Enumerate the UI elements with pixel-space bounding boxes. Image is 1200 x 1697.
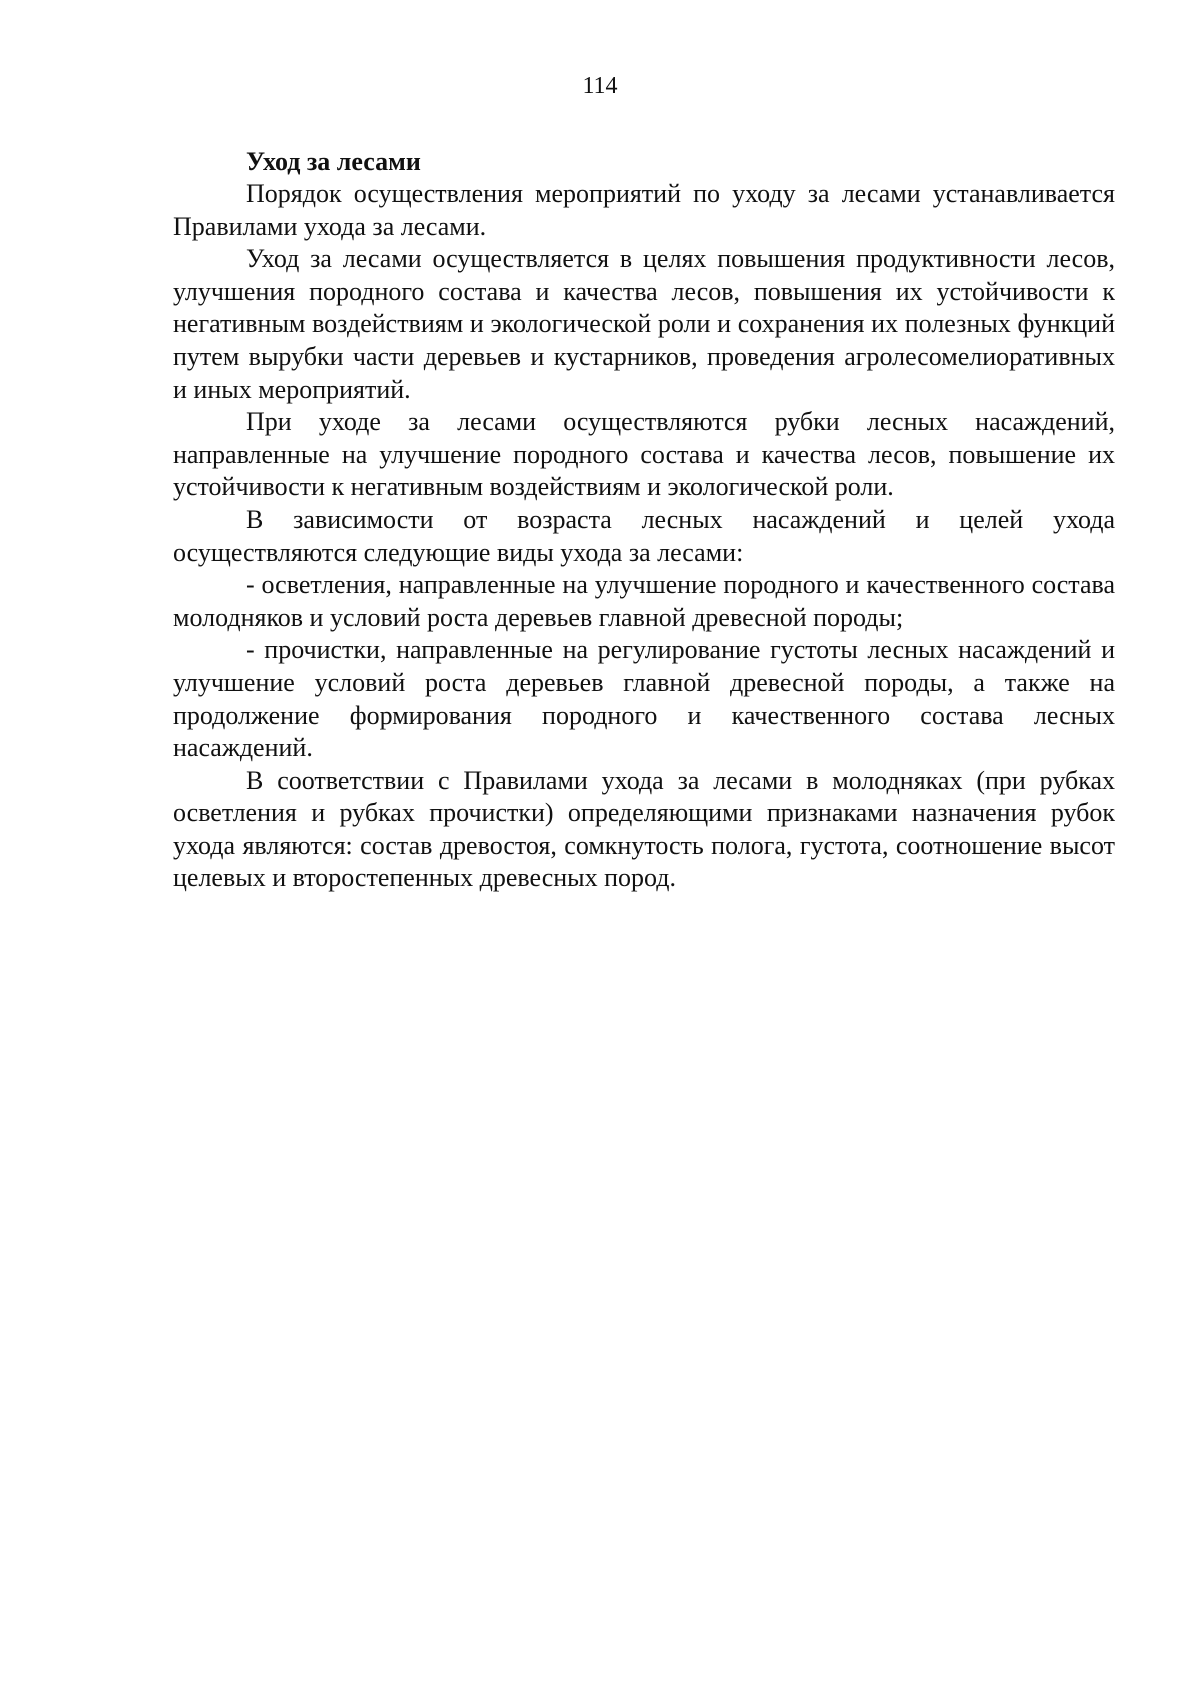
paragraph-criteria: В соответствии с Правилами ухода за лесами в молодняках (при рубках осветления и рубках прочистки) определяющими признаками назначения рубок ухода являются: состав древостоя, сомкнутость полога, густота, соотношение высот целевых и второстепенных древесных пород. xyxy=(173,765,1115,893)
list-item-thinning: - прочистки, направленные на регулирование густоты лесных насаждений и улучшение условий роста деревьев главной древесной породы, а также на продолжение формирования породного и качественного состава лесных насаждений. xyxy=(173,635,1115,763)
paragraph-cuttings: При уходе за лесами осуществляются рубки лесных насаждений, направленные на улучшение породного состава и качества лесов, повышение их устойчивости к негативным воздействиям и экологической роли. xyxy=(173,407,1115,502)
page-number: 114 xyxy=(582,73,618,99)
paragraph-procedure: Порядок осуществления мероприятий по уходу за лесами устанавливается Правилами ухода за лесами. xyxy=(173,179,1115,241)
document-body xyxy=(173,146,1115,895)
paragraph-purpose: Уход за лесами осуществляется в целях повышения продуктивности лесов, улучшения породного состава и качества лесов, повышения их устойчивости к негативным воздействиям и экологической роли и сохранения их полезных функций путем вырубки части деревьев и кустарников, проведения агролесомелиоративных и иных мероприятий. xyxy=(173,244,1115,404)
paragraph-types-intro: В зависимости от возраста лесных насаждений и целей ухода осуществляются следующие виды ухода за лесами: xyxy=(173,504,1115,567)
section-heading: Уход за лесами xyxy=(246,147,421,176)
list-item-clearing: - осветления, направленные на улучшение породного и качественного состава молодняков и условий роста деревьев главной древесной породы; xyxy=(173,570,1115,632)
